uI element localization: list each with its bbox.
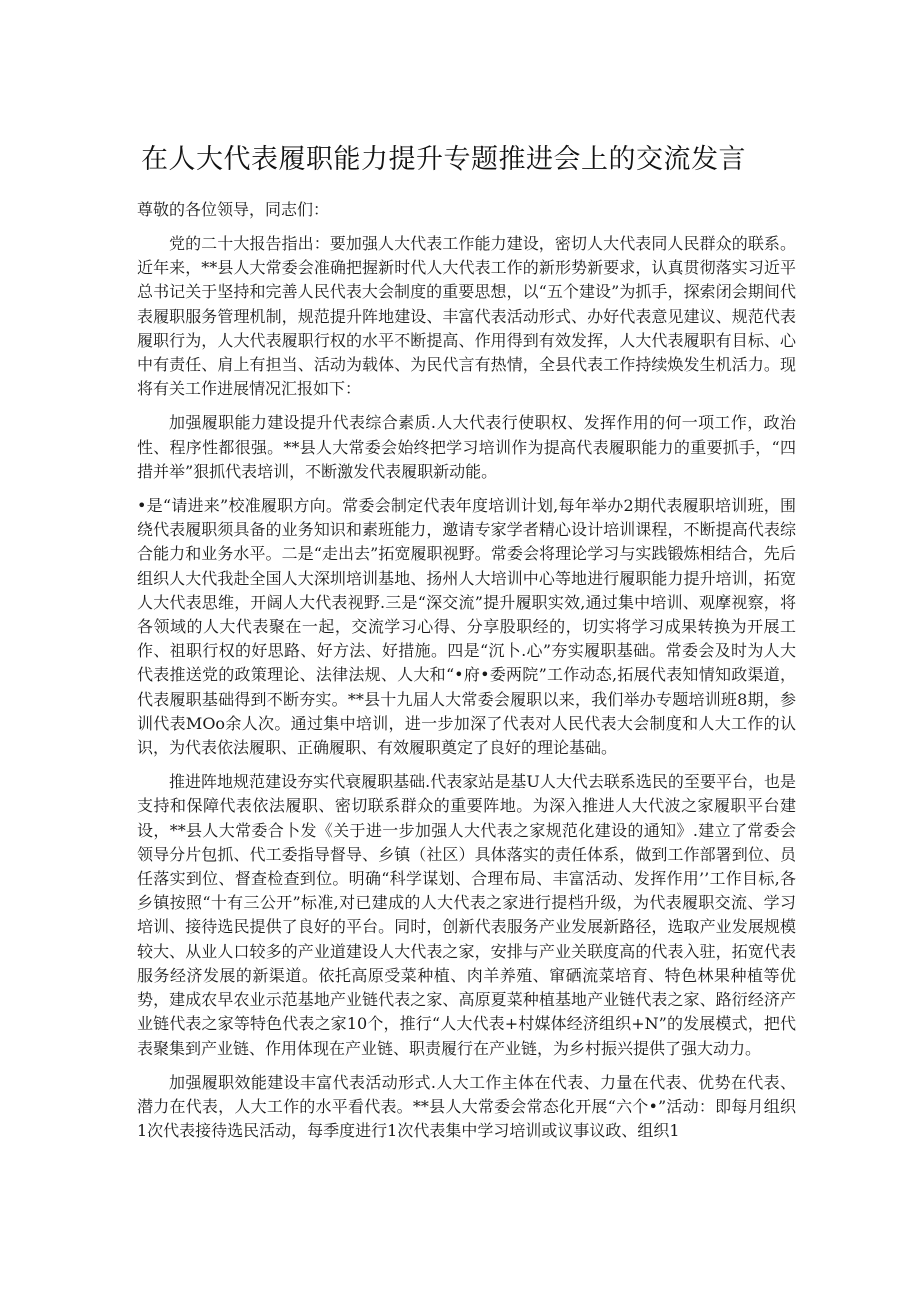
paragraph-position-building: 推进阵地规范建设夯实代衰履职基础.代表家站是基U人大代去联系选民的至要平台，也是支持和保障代表依法履职、密切联系群众的重要阵地。为深入推进人大代波之家履职平台建设，**县人大常委合卜发《关于进一步加强人大代表之家规范化建设的通知》.建立了常委会领导分片包抓、代工委指导督导、乡镇（社区）具体落实的责任体系，做到工作部署到位、员任落实到位、督查检查到位。明确“科学谋划、合理布局、丰富活动、发挥作用’’工作目标,各乡镇按照“十有三公开”标准,对已建成的人大代表之家进行提档升级，为代表履职交流、学习培训、接待选民提供了良好的平台。同时，创新代表服务产业发展新路径，选取产业发展规模较大、从业人口较多的产业道建设人大代表之家，安排与产业关联度高的代表入驻，拓宽代表服务经济发展的新渠道。依托高原受菜种植、肉羊养殖、窜硒流菜培育、特色林果种植等优势，建成农早农业示范基地产业链代表之家、高原夏菜种植基地产业链代表之家、路衍经济产业链代表之家等特色代表之家10个，推行“人大代表+村媒体经济组织+N”的发展模式，把代表聚集到产业链、作用体现在产业链、职责履行在产业链，为乡村振兴提供了强大动力。	[137, 772, 796, 1058]
paragraph-activity-forms: 加强履职效能建设丰富代表活动形式.人大工作主体在代表、力量在代表、优势在代表、潜力在代表，人大工作的水平看代表。**县人大常委会常态化开展“六个•”活动：即每月组织1次代表接待选民活动，每季度进行1次代表集中学习培训或议事议政、组织1	[137, 1072, 796, 1141]
paragraph-training-measures: •是“请进来”校准履职方向。常委会制定代表年度培训计划,每年举办2期代表履职培训班，围绕代表履职须具备的业务知识和素班能力，邀请专家学者精心设计培训课程，不断提高代表综合能力和业务水平。二是“走出去”拓宽履职视野。常委会将理论学习与实践锻炼相结合，先后组织人大代我赴全国人大深圳培训基地、扬州人大培训中心等地进行履职能力提升培训，拓宽人大代表思维，开阔人大代表视野.三是“深交流”提升履职实效,通过集中培训、观摩视察，将各领域的人大代表聚在一起，交流学习心得、分享股职经的，切实将学习成果转换为开展工作、祖职行权的好思路、好方法、好措施。四是“沉卜.心”夯实履职基础。常委会及时为人大代表推送党的政策理论、法律法规、人大和“•府•委两院”工作动态,拓展代表知情知政渠道，代表履职基础得到不断夯实。**县十九届人大常委会履职以来，我们举办专题培训班8期，参训代表MOo余人次。通过集中培训，进一步加深了代表对人民代表大会制度和人大工作的认识，为代表依法履职、正确履职、有效履职奠定了良好的理论基础。	[137, 496, 796, 758]
salutation: 尊敬的各位领导，同志们：	[137, 200, 330, 219]
document-title: 在人大代表履职能力提升专题推进会上的交流发言	[141, 144, 746, 175]
paragraph-training-overview: 加强履职能力建设提升代表综合素质.人大代表行使职权、发挥作用的何一项工作，政治性、程序性都很强。**县人大常委会始终把学习培训作为提高代表履职能力的重要抓手，“四措并举”狠抓代表培训，不断激发代表履职新动能。	[137, 413, 796, 481]
paragraph-intro: 党的二十大报告指出：要加强人大代表工作能力建设，密切人大代表同人民群众的联系。近年来，**县人大常委会准确把握新时代人大代表工作的新形势新要求，认真贯彻落实习近平总书记关于坚持和完善人民代表大会制度的重要思想，以“五个建设”为抓手，探索闭会期间代表履职服务管理机制，规范提升阵地建设、丰富代表活动形式、办好代表意见建议、规范代表履职行为，人大代表履职行权的水平不断提高、作用得到有效发挥，人大代表履职有目标、心中有责任、肩上有担当、活动为载体、为民代言有热情，全县代表工作持续焕发生机活力。现将有关工作进展情况汇报如下：	[137, 234, 796, 399]
